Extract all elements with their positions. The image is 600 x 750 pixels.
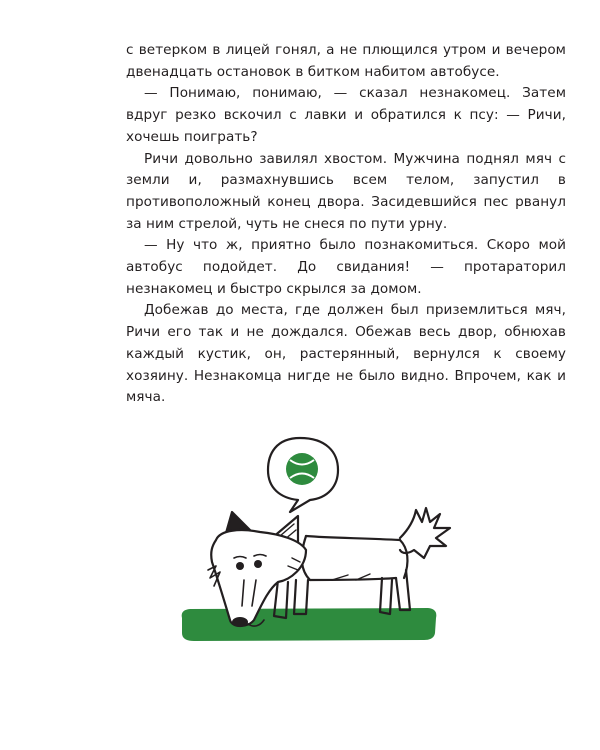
dog-illustration <box>160 430 460 665</box>
paragraph-5: Добежав до места, где должен был приземлиться мяч, Ричи его так и не дождался. Обежав весь двор, обнюхав каждый кустик, он, растерянный, вернулся к своему хозяину. Незнакомца нигде не было видно. Впрочем, как и мяча. <box>126 302 566 406</box>
tennis-ball-icon <box>286 453 318 485</box>
paragraph-2: — Понимаю, понимаю, — сказал незнакомец. Затем вдруг резко вскочил с лавки и обратился к псу: — Ричи, хочешь поиграть? <box>126 85 566 145</box>
grass-strip <box>182 608 437 641</box>
story-text <box>126 40 566 409</box>
paragraph-1: с ветерком в лицей гонял, а не плющился утром и вечером двенадцать остановок в битком набитом автобусе. <box>126 42 566 80</box>
paragraph-4: — Ну что ж, приятно было познакомиться. Скоро мой автобус подойдет. До свидания! — протараторил незнакомец и быстро скрылся за домом. <box>126 237 566 297</box>
paragraph-3: Ричи довольно завилял хвостом. Мужчина поднял мяч с земли и, размахнувшись всем телом, запустил в противоположный конец двора. Засидевшийся пес рванул за ним стрелой, чуть не снеся по пути урну. <box>126 150 566 232</box>
